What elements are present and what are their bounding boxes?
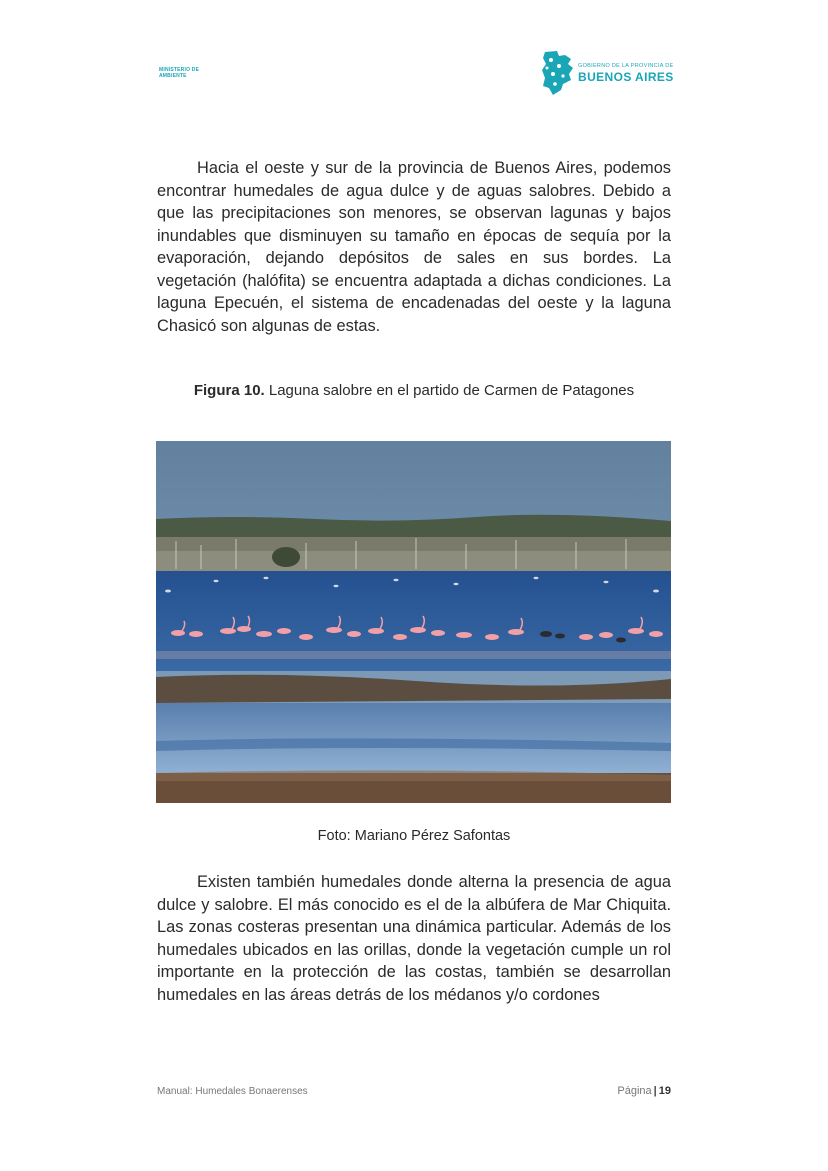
paragraph-west-south: [157, 157, 671, 337]
paragraph1-text: Hacia el oeste y sur de la provincia de Buenos Aires, podemos encontrar humedales de agua dulce y de aguas salobres. Debido a que las precipitaciones son menores, se observan lagunas y bajos inundables que disminuyen su tamaño en épocas de sequía por la evaporación, dejando depósitos de sales en sus bordes. La vegetación (halófita) se encuentra adaptada a dichas condiciones. La laguna Epecuén, el sistema de encadenadas del oeste y la laguna Chasicó son algunas de estas.: [157, 159, 671, 335]
manual-title: Manual: Humedales Bonaerenses: [157, 1086, 308, 1097]
photo-credit: Foto: Mariano Pérez Safontas: [317, 828, 511, 844]
page-number: 19: [658, 1085, 671, 1097]
figure-caption: [157, 382, 671, 399]
page-separator: |: [653, 1085, 657, 1097]
figure-label: Figura 10.: [193, 382, 265, 399]
figure-caption-text: Laguna salobre en el partido de Carmen de Patagones: [264, 382, 635, 399]
province-map-icon: [541, 50, 575, 96]
lagoon-photo: [156, 441, 671, 803]
page-label: Página: [617, 1085, 652, 1097]
page-indicator: [617, 1085, 671, 1097]
province-name: BUENOS AIRES: [578, 70, 674, 84]
paragraph-mixed-wetlands: [157, 871, 671, 1006]
lagoon-flamingos-image: [156, 441, 671, 803]
ministry-logo: MINISTERIO DE AMBIENTE: [159, 67, 200, 79]
paragraph2-text: Existen también humedales donde alterna la presencia de agua dulce y salobre. El más conocido es el de la albúfera de Mar Chiquita. Las zonas costeras presentan una dinámica particular. Además de los humedales ubicados en las orillas, donde la vegetación cumple un rol importante en la protección de las costas, también se desarrollan humedales en las áreas detrás de los médanos y/o cordones: [157, 873, 671, 1004]
province-logo: [541, 50, 676, 96]
gov-line: GOBIERNO DE LA PROVINCIA DE: [578, 63, 674, 69]
